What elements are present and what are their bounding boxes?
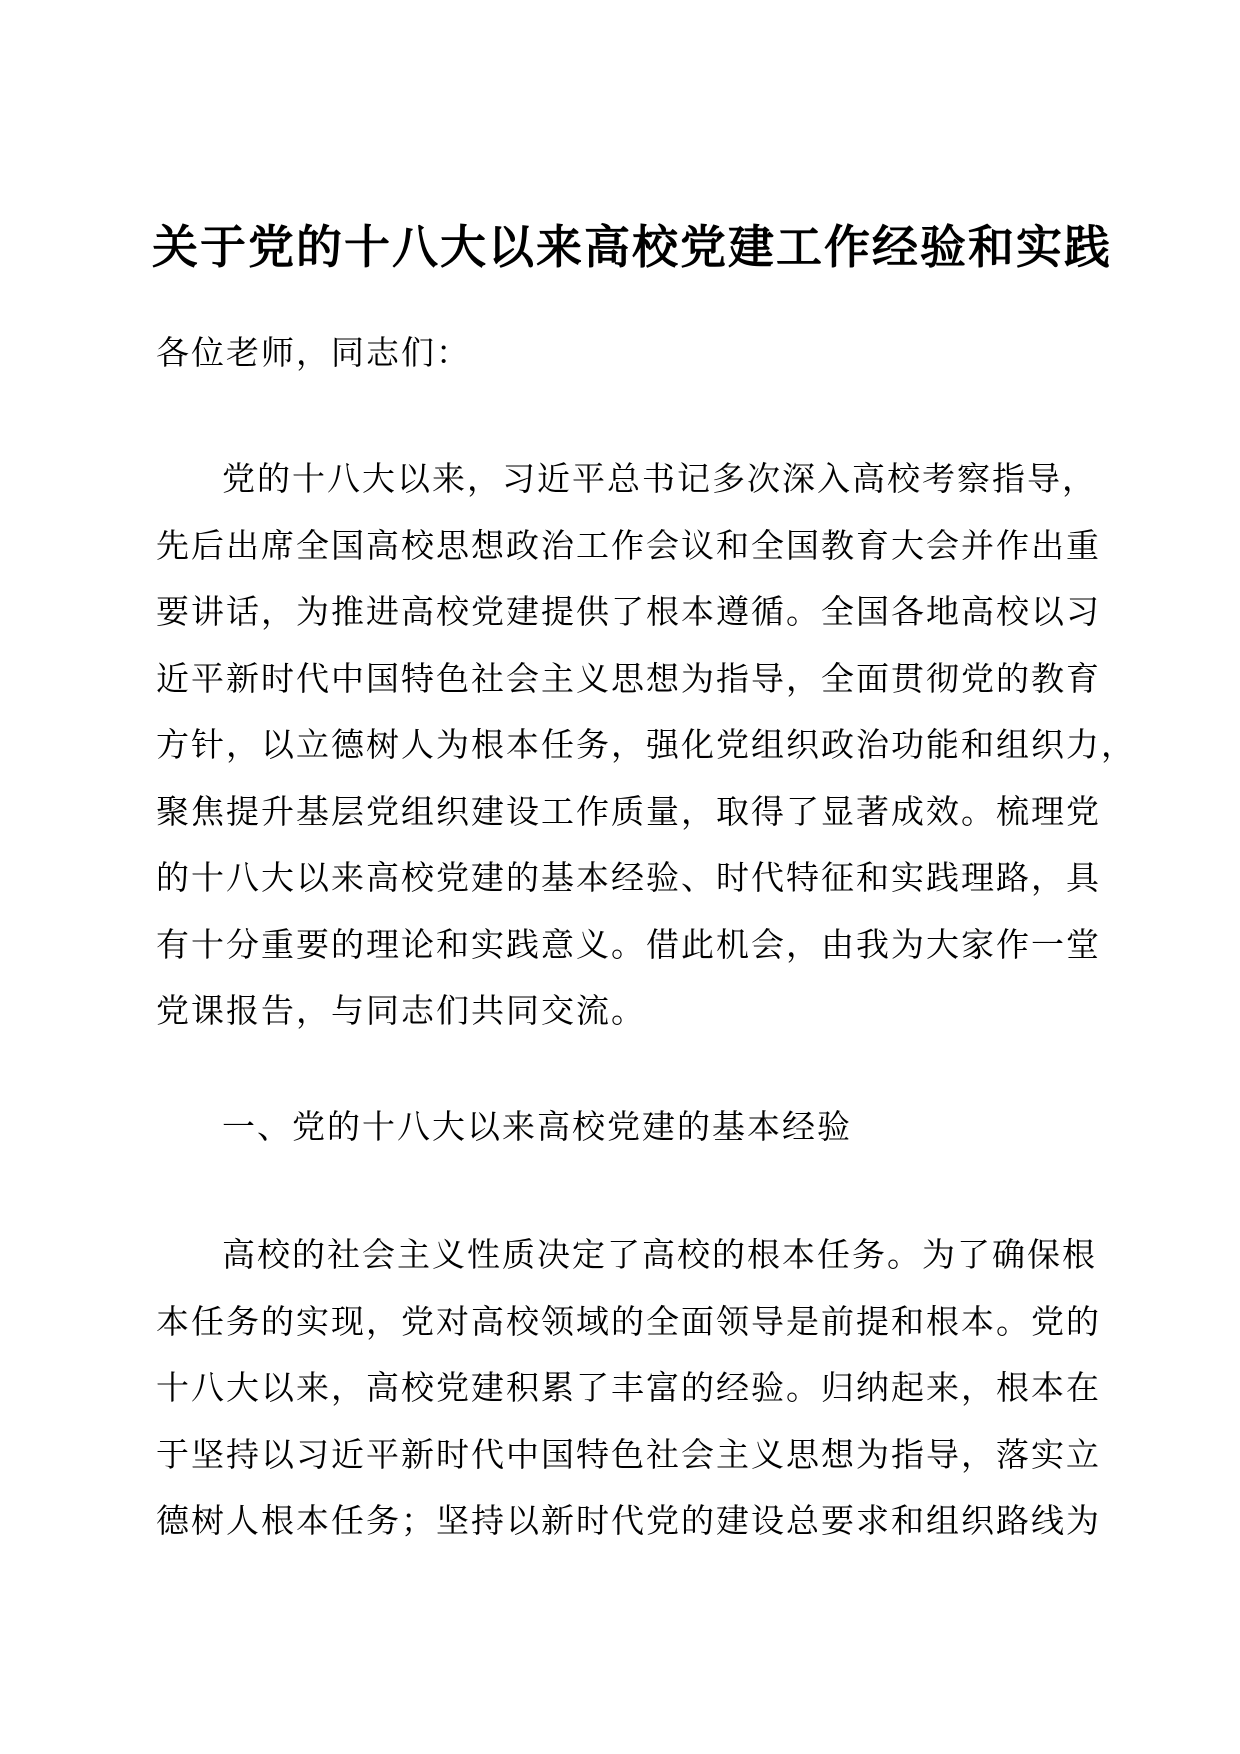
paragraph-line: 党的十八大以来，习近平总书记多次深入高校考察指导， (222, 459, 1097, 498)
paragraph-line: 方针，以立德树人为根本任务，强化党组织政治功能和组织力， (156, 725, 1136, 764)
paragraph-intro (156, 446, 1136, 1045)
paragraph-line: 先后出席全国高校思想政治工作会议和全国教育大会并作出重 (156, 525, 1101, 565)
paragraph-line: 十八大以来，高校党建积累了丰富的经验。归纳起来，根本在 (156, 1368, 1101, 1407)
paragraph-line: 高校的社会主义性质决定了高校的根本任务。为了确保根 (222, 1235, 1097, 1274)
paragraph-line: 要讲话，为推进高校党建提供了根本遵循。全国各地高校以习 (156, 592, 1101, 631)
paragraph-line: 于坚持以习近平新时代中国特色社会主义思想为指导，落实立 (156, 1434, 1101, 1474)
paragraph-line: 近平新时代中国特色社会主义思想为指导，全面贯彻党的教育 (156, 658, 1101, 698)
paragraph-line: 有十分重要的理论和实践意义。借此机会，由我为大家作一堂 (156, 924, 1101, 964)
paragraph-experience (156, 1222, 1101, 1555)
document-title: 关于党的十八大以来高校党建工作经验和实践 (152, 220, 1112, 274)
paragraph-line: 的十八大以来高校党建的基本经验、时代特征和实践理路，具 (156, 858, 1101, 897)
paragraph-line: 本任务的实现，党对高校领域的全面领导是前提和根本。党的 (156, 1301, 1101, 1341)
paragraph-line: 德树人根本任务；坚持以新时代党的建设总要求和组织路线为 (156, 1501, 1101, 1540)
section-heading: 一、党的十八大以来高校党建的基本经验 (222, 1107, 852, 1146)
paragraph-line: 聚焦提升基层党组织建设工作质量，取得了显著成效。梳理党 (156, 791, 1101, 831)
greeting-line: 各位老师，同志们： (156, 333, 471, 372)
paragraph-line: 党课报告，与同志们共同交流。 (156, 991, 646, 1030)
